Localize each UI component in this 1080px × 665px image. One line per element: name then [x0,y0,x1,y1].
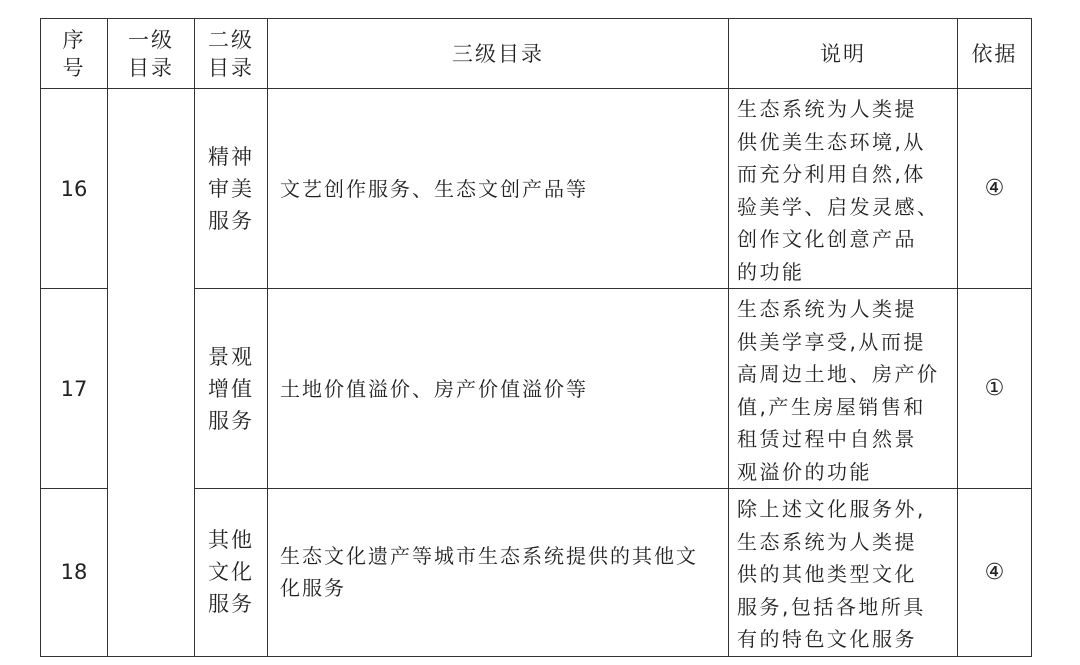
header-level2: 二级 目录 [195,19,268,89]
row-level2: 景观 增值 服务 [195,289,268,489]
row-level3: 文艺创作服务、生态文创产品等 [268,89,729,289]
header-seq: 序 号 [41,19,108,89]
row-description: 除上述文化服务外, 生态系统为人类提 供的其他类型文化 服务,包括各地所具 有的特色文化服务 [729,489,958,657]
row-seq: 17 [41,289,108,489]
row-seq: 16 [41,89,108,289]
header-level3: 三级目录 [268,19,729,89]
row-description: 生态系统为人类提 供优美生态环境,从 而充分利用自然,体 验美学、启发灵感、 创作文化创意产品 的功能 [729,89,958,289]
level1-cell [108,89,195,657]
row-basis: ④ [958,489,1032,657]
row-level3: 生态文化遗产等城市生态系统提供的其他文化服务 [268,489,729,657]
row-level3: 土地价值溢价、房产价值溢价等 [268,289,729,489]
table-row [41,89,1032,289]
row-level2: 其他 文化 服务 [195,489,268,657]
header-level1: 一级 目录 [108,19,195,89]
header-basis: 依据 [958,19,1032,89]
row-seq: 18 [41,489,108,657]
header-description: 说明 [729,19,958,89]
row-basis: ④ [958,89,1032,289]
row-basis: ① [958,289,1032,489]
catalog-table [40,18,1032,657]
header-row [41,19,1032,89]
row-level2: 精神 审美 服务 [195,89,268,289]
row-description: 生态系统为人类提 供美学享受,从而提 高周边土地、房产价 值,产生房屋销售和 租赁过程中自然景 观溢价的功能 [729,289,958,489]
